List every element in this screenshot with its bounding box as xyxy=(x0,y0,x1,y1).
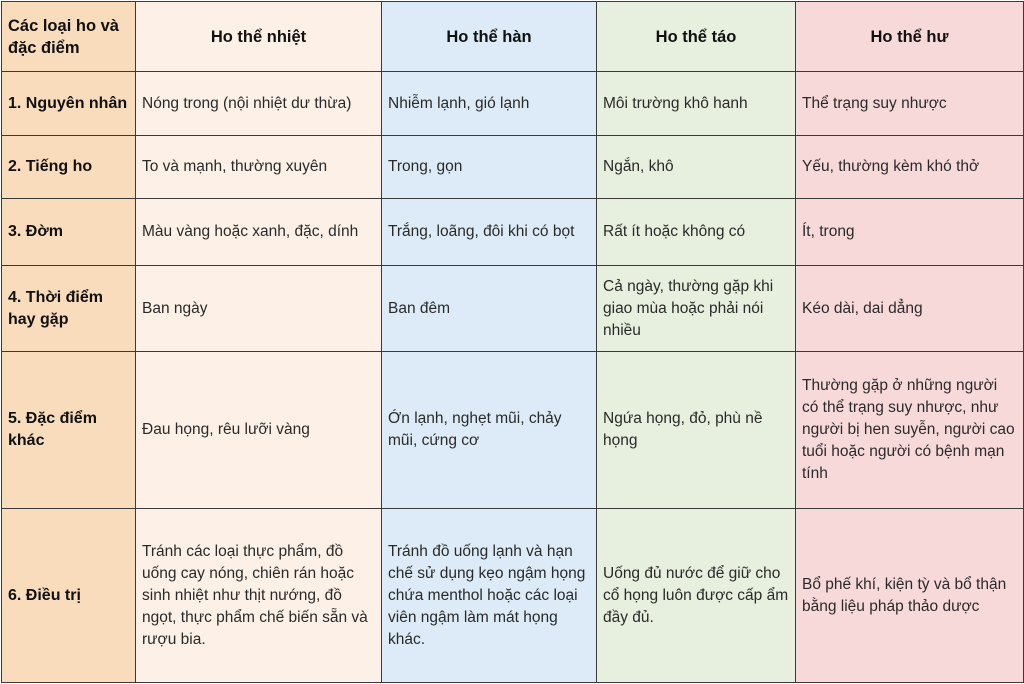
table-cell: Ớn lạnh, nghẹt mũi, chảy mũi, cứng cơ xyxy=(382,352,597,509)
table-cell: Nóng trong (nội nhiệt dư thừa) xyxy=(136,72,382,136)
row-label: 4. Thời điểm hay gặp xyxy=(2,266,136,352)
table-cell: To và mạnh, thường xuyên xyxy=(136,136,382,199)
table-cell: Yếu, thường kèm khó thở xyxy=(796,136,1024,199)
row-label: 1. Nguyên nhân xyxy=(2,72,136,136)
table-cell: Tránh đồ uống lạnh và hạn chế sử dụng kẹo ngậm họng chứa menthol hoặc các loại viên ngậm làm mát họng khác. xyxy=(382,509,597,683)
table-cell: Trong, gọn xyxy=(382,136,597,199)
table-cell: Ngứa họng, đỏ, phù nề họng xyxy=(597,352,796,509)
table-cell: Ban ngày xyxy=(136,266,382,352)
column-header-ho-the-tao: Ho thể táo xyxy=(597,2,796,72)
table-cell: Ban đêm xyxy=(382,266,597,352)
header-row xyxy=(2,2,1024,72)
row-label: 5. Đặc điểm khác xyxy=(2,352,136,509)
table-cell: Uống đủ nước để giữ cho cổ họng luôn được cấp ẩm đầy đủ. xyxy=(597,509,796,683)
table-cell: Rất ít hoặc không có xyxy=(597,199,796,266)
table-cell: Trắng, loãng, đôi khi có bọt xyxy=(382,199,597,266)
table-row xyxy=(2,136,1024,199)
table-cell: Màu vàng hoặc xanh, đặc, dính xyxy=(136,199,382,266)
table-cell: Nhiễm lạnh, gió lạnh xyxy=(382,72,597,136)
table-cell: Kéo dài, dai dẳng xyxy=(796,266,1024,352)
table-cell: Môi trường khô hanh xyxy=(597,72,796,136)
row-label: 2. Tiếng ho xyxy=(2,136,136,199)
table-row xyxy=(2,352,1024,509)
table-row xyxy=(2,72,1024,136)
row-label: 6. Điều trị xyxy=(2,509,136,683)
table-cell: Bổ phế khí, kiện tỳ và bổ thận bằng liệu pháp thảo dược xyxy=(796,509,1024,683)
table-cell: Ít, trong xyxy=(796,199,1024,266)
table-row xyxy=(2,266,1024,352)
table-cell: Cả ngày, thường gặp khi giao mùa hoặc phải nói nhiều xyxy=(597,266,796,352)
column-header-ho-the-han: Ho thể hàn xyxy=(382,2,597,72)
table-cell: Tránh các loại thực phẩm, đồ uống cay nóng, chiên rán hoặc sinh nhiệt như thịt nướng, đồ ngọt, thực phẩm chế biến sẵn và rượu bia. xyxy=(136,509,382,683)
table-cell: Đau họng, rêu lưỡi vàng xyxy=(136,352,382,509)
table-cell: Thường gặp ở những người có thể trạng suy nhược, như người bị hen suyễn, người cao tuổi hoặc người có bệnh mạn tính xyxy=(796,352,1024,509)
corner-header: Các loại ho và đặc điểm xyxy=(2,2,136,72)
row-label: 3. Đờm xyxy=(2,199,136,266)
table-row xyxy=(2,199,1024,266)
cough-types-table xyxy=(1,1,1024,683)
table-row xyxy=(2,509,1024,683)
table-cell: Ngắn, khô xyxy=(597,136,796,199)
table-cell: Thể trạng suy nhược xyxy=(796,72,1024,136)
column-header-ho-the-nhiet: Ho thể nhiệt xyxy=(136,2,382,72)
column-header-ho-the-hu: Ho thể hư xyxy=(796,2,1024,72)
